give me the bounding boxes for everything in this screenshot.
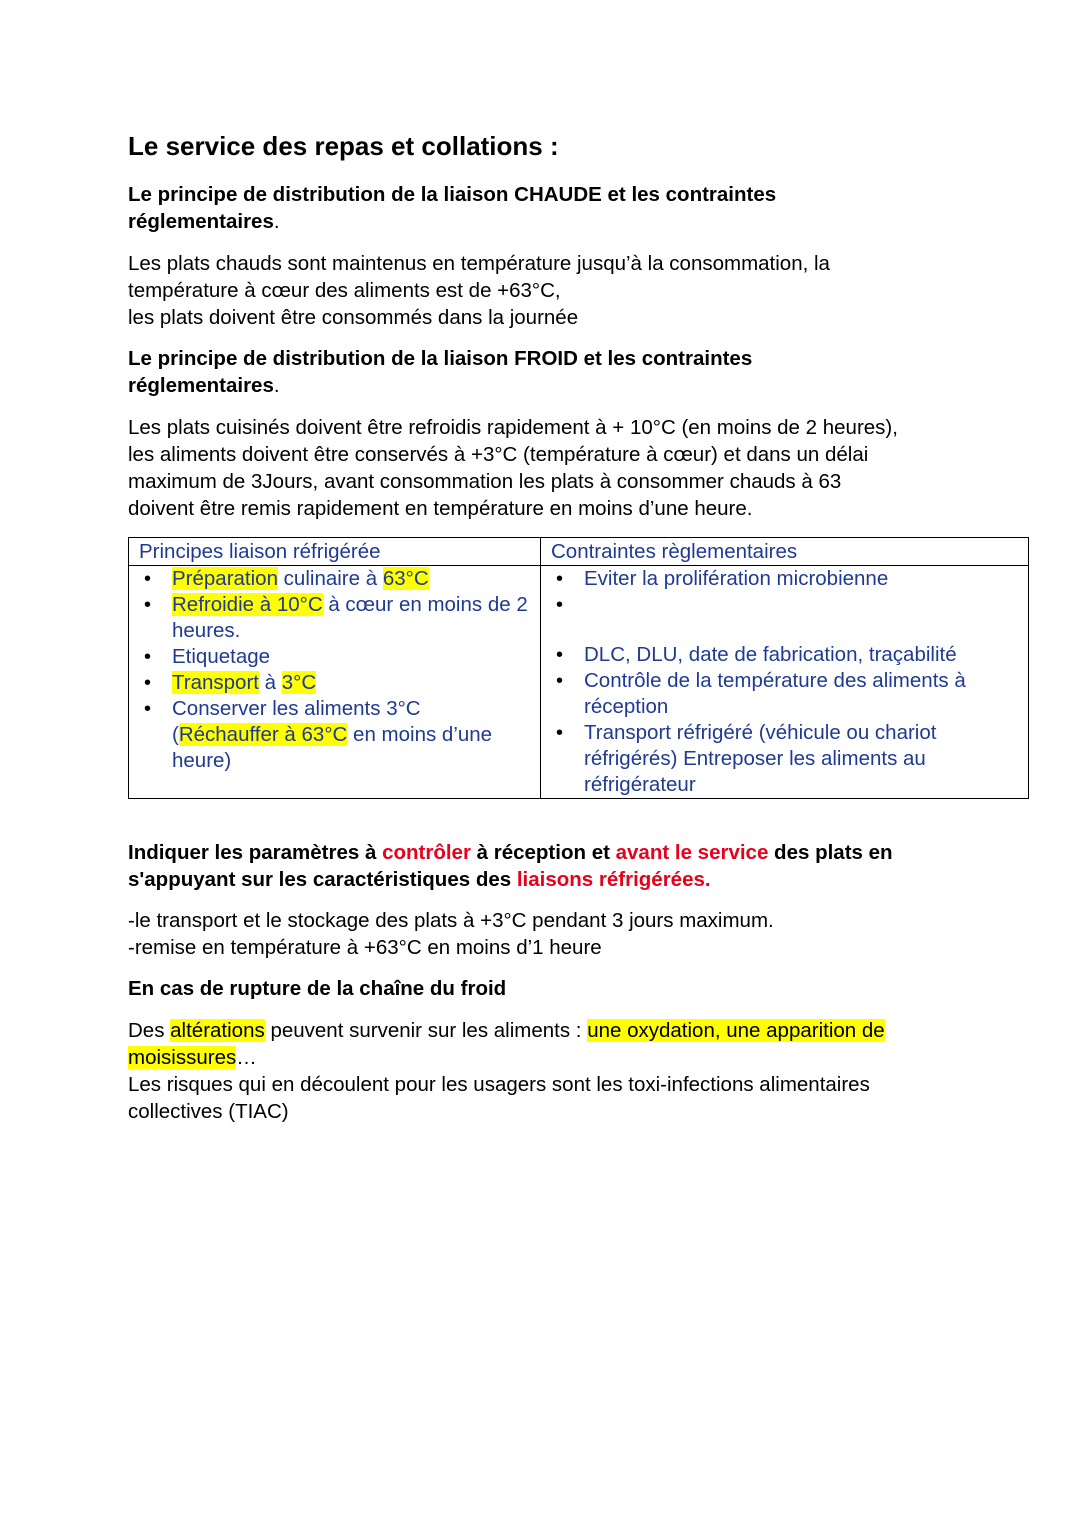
froid-heading-line1: Le principe de distribution de la liaison FROID et les contraintes — [128, 347, 753, 370]
keyword-avant-service: avant le service — [615, 841, 769, 864]
contraintes-list — [551, 566, 1018, 798]
list-item: • Etiquetage — [139, 644, 530, 670]
list-item: • Transport à 3°C — [139, 670, 530, 696]
list-spacer — [551, 592, 1018, 642]
froid-heading — [128, 345, 968, 399]
list-item: • Refroidie à 10°C à cœur en moins de 2 heures. — [139, 592, 530, 644]
chaude-heading-line2: réglementaires — [128, 210, 274, 233]
list-item: • Conserver les aliments 3°C (Réchauffer à 63°C en moins d’une heure) — [139, 696, 530, 774]
keyword-liaisons: liaisons réfrigérées. — [516, 868, 711, 891]
froid-heading-line2: réglementaires — [128, 374, 274, 397]
froid-paragraph — [128, 414, 1028, 522]
list-item: • Eviter la prolifération microbienne — [551, 566, 1018, 592]
table-header-principes: Principes liaison réfrigérée — [129, 538, 541, 566]
page-title: Le service des repas et collations : — [128, 131, 559, 161]
chaude-line: les plats doivent être consommés dans la journée — [128, 306, 579, 329]
keyword-controler: contrôler — [382, 841, 471, 864]
rupture-heading: En cas de rupture de la chaîne du froid — [128, 977, 507, 1000]
answer-line: -le transport et le stockage des plats à +3°C pendant 3 jours maximum. — [128, 909, 774, 932]
froid-line: les aliments doivent être conservés à +3°C (température à cœur) et dans un délai — [128, 443, 869, 466]
answer-line: -remise en température à +63°C en moins d’1 heure — [128, 936, 602, 959]
chaude-line: température à cœur des aliments est de +63°C, — [128, 279, 561, 302]
principes-list — [139, 566, 530, 774]
indiquer-heading: Indiquer les paramètres à contrôler à réception et avant le service des plats en s'appuyant sur les caractéristiques des liaisons réfrigérées. — [128, 841, 893, 891]
chaude-heading-dot: . — [273, 210, 280, 233]
froid-line: maximum de 3Jours, avant consommation les plats à consommer chauds à 63 — [128, 470, 842, 493]
liaison-table — [128, 537, 1029, 799]
froid-line: Les plats cuisinés doivent être refroidis rapidement à + 10°C (en moins de 2 heures), — [128, 416, 898, 439]
table-header-contraintes: Contraintes règlementaires — [541, 538, 1029, 566]
list-item: • Préparation culinaire à 63°C — [139, 566, 530, 592]
list-item: • Transport réfrigéré (véhicule ou chariot réfrigérés) Entreposer les aliments au réfrigérateur — [551, 720, 1018, 798]
froid-line: doivent être remis rapidement en température en moins d’une heure. — [128, 497, 753, 520]
indiquer-answer — [128, 907, 968, 961]
chaude-heading — [128, 181, 968, 235]
chaude-paragraph — [128, 250, 968, 331]
rupture-paragraph: Des altérations peuvent survenir sur les aliments : une oxydation, une apparition de moisissures… Les risques qui en découlent pour les usagers sont les toxi-infections alimentaires collectives (TIAC) — [128, 1019, 885, 1123]
chaude-line: Les plats chauds sont maintenus en température jusqu’à la consommation, la — [128, 252, 830, 275]
contraintes-cell — [541, 566, 1029, 799]
list-item: • DLC, DLU, date de fabrication, traçabilité — [551, 642, 1018, 668]
list-item: • Contrôle de la température des aliments à réception — [551, 668, 1018, 720]
chaude-heading-line1: Le principe de distribution de la liaison CHAUDE et les contraintes — [128, 183, 777, 206]
froid-heading-dot: . — [273, 374, 280, 397]
principes-cell — [129, 566, 541, 799]
